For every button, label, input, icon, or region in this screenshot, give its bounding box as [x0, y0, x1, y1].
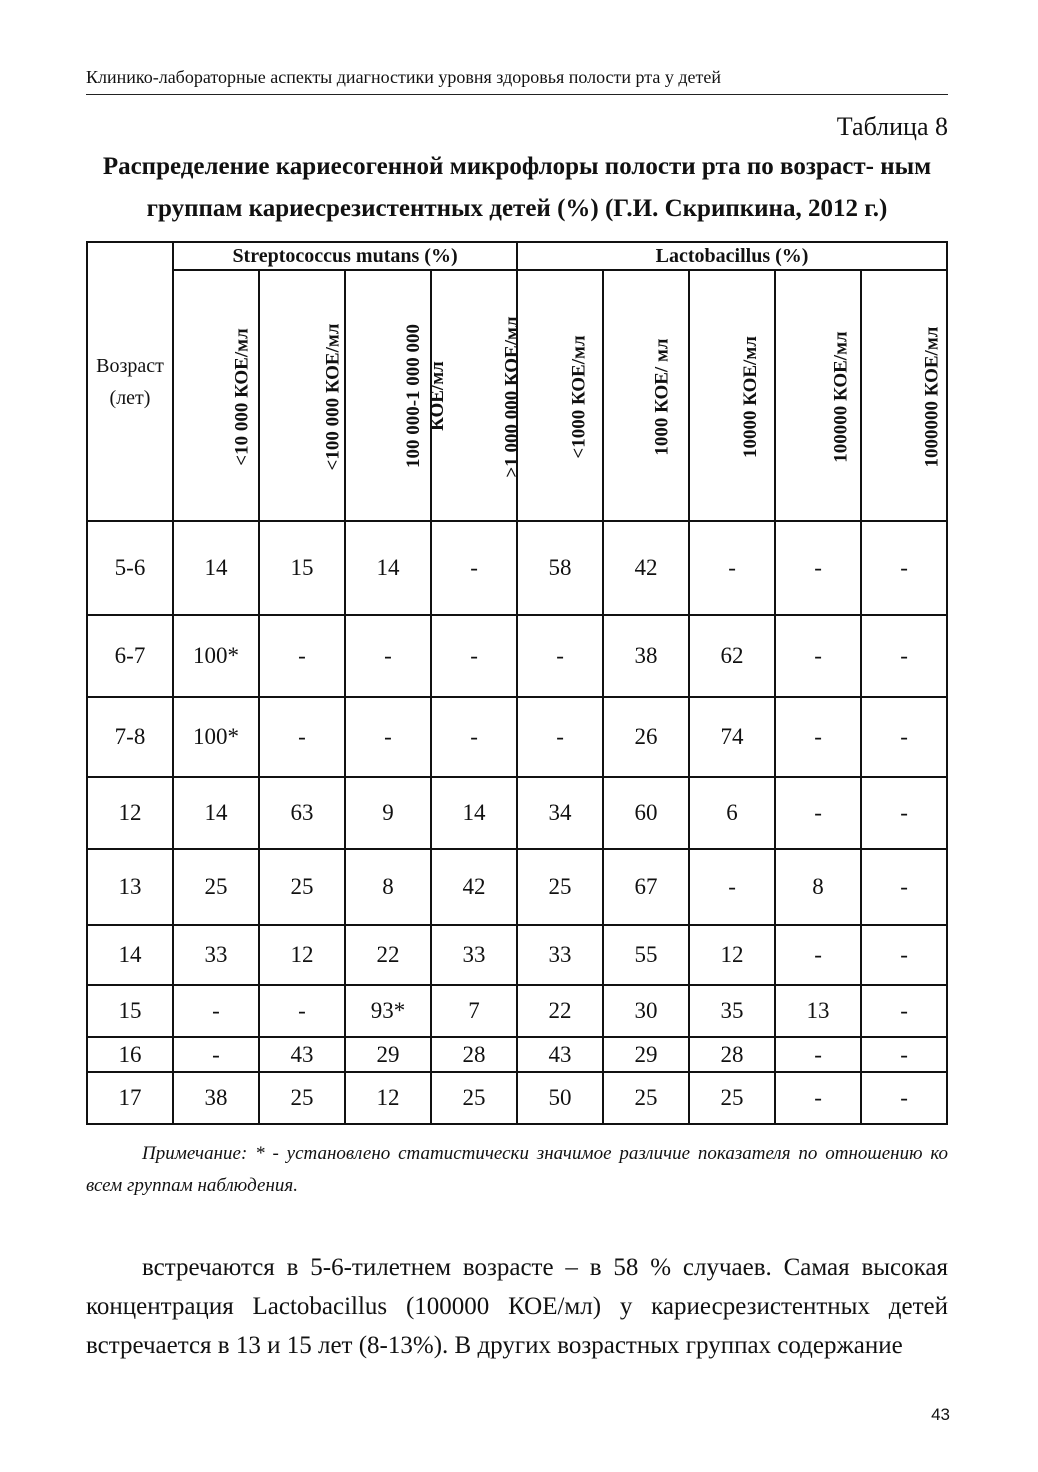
table-number: Таблица 8: [836, 112, 948, 141]
value-cell: 33: [173, 925, 259, 985]
age-cell: 16: [87, 1037, 173, 1072]
table-row: [87, 697, 947, 777]
age-cell: 15: [87, 985, 173, 1037]
value-cell: 43: [259, 1037, 345, 1072]
value-cell: -: [431, 615, 517, 697]
table-row: [87, 521, 947, 615]
value-cell: 43: [517, 1037, 603, 1072]
table-row: [87, 985, 947, 1037]
value-cell: 8: [345, 849, 431, 925]
value-cell: 29: [603, 1037, 689, 1072]
value-cell: 14: [345, 521, 431, 615]
value-cell: -: [431, 521, 517, 615]
running-header: Клинико-лабораторные аспекты диагностики уровня здоровья полости рта у детей: [86, 66, 948, 95]
value-cell: 28: [431, 1037, 517, 1072]
value-cell: -: [775, 1072, 861, 1124]
value-cell: 60: [603, 777, 689, 849]
value-cell: 12: [259, 925, 345, 985]
value-cell: -: [861, 777, 947, 849]
table-row: [87, 777, 947, 849]
value-cell: 93*: [345, 985, 431, 1037]
value-cell: -: [861, 697, 947, 777]
value-cell: 42: [603, 521, 689, 615]
value-cell: -: [689, 521, 775, 615]
group-header-row: [87, 242, 947, 270]
value-cell: 50: [517, 1072, 603, 1124]
value-cell: 25: [259, 849, 345, 925]
value-cell: 62: [689, 615, 775, 697]
value-cell: 14: [173, 777, 259, 849]
value-cell: -: [861, 615, 947, 697]
page-number: 43: [931, 1405, 950, 1424]
column-header: >1 000 000 КОЕ/мл: [431, 270, 517, 521]
value-cell: 13: [775, 985, 861, 1037]
value-cell: -: [775, 925, 861, 985]
value-cell: -: [517, 615, 603, 697]
column-header: <1000 КОЕ/мл: [517, 270, 603, 521]
column-header: 100000 КОЕ/мл: [775, 270, 861, 521]
age-header-line2: (лет): [109, 386, 151, 409]
value-cell: -: [861, 985, 947, 1037]
table-row: [87, 925, 947, 985]
value-cell: 42: [431, 849, 517, 925]
value-cell: 25: [259, 1072, 345, 1124]
value-cell: 25: [431, 1072, 517, 1124]
value-cell: 63: [259, 777, 345, 849]
value-cell: 58: [517, 521, 603, 615]
value-cell: 100*: [173, 697, 259, 777]
value-cell: 6: [689, 777, 775, 849]
value-cell: 7: [431, 985, 517, 1037]
column-header: 100 000-1 000 000 КОЕ/мл: [345, 270, 431, 521]
age-cell: 14: [87, 925, 173, 985]
table-row: [87, 849, 947, 925]
value-cell: -: [861, 1072, 947, 1124]
column-header-row: [87, 270, 947, 521]
value-cell: 26: [603, 697, 689, 777]
value-cell: -: [345, 615, 431, 697]
table-row: [87, 1037, 947, 1072]
value-cell: 55: [603, 925, 689, 985]
column-header: <100 000 КОЕ/мл: [259, 270, 345, 521]
table-row: [87, 1072, 947, 1124]
value-cell: 33: [431, 925, 517, 985]
value-cell: -: [517, 697, 603, 777]
value-cell: -: [689, 849, 775, 925]
value-cell: 38: [173, 1072, 259, 1124]
value-cell: 12: [689, 925, 775, 985]
column-header: 1000000 КОЕ/мл: [861, 270, 947, 521]
value-cell: 38: [603, 615, 689, 697]
value-cell: -: [345, 697, 431, 777]
value-cell: 14: [431, 777, 517, 849]
value-cell: -: [861, 849, 947, 925]
value-cell: 25: [603, 1072, 689, 1124]
column-header: 10000 КОЕ/мл: [689, 270, 775, 521]
age-column-header: [87, 242, 173, 521]
value-cell: -: [775, 615, 861, 697]
value-cell: -: [775, 697, 861, 777]
table-row: [87, 615, 947, 697]
value-cell: 25: [173, 849, 259, 925]
value-cell: 12: [345, 1072, 431, 1124]
value-cell: 29: [345, 1037, 431, 1072]
age-cell: 13: [87, 849, 173, 925]
value-cell: 9: [345, 777, 431, 849]
value-cell: -: [259, 615, 345, 697]
value-cell: -: [259, 985, 345, 1037]
age-cell: 12: [87, 777, 173, 849]
value-cell: -: [775, 521, 861, 615]
value-cell: 25: [689, 1072, 775, 1124]
age-cell: 7-8: [87, 697, 173, 777]
value-cell: 22: [517, 985, 603, 1037]
value-cell: -: [775, 1037, 861, 1072]
table-title: Распределение кариесогенной микрофлоры полости рта по возраст- ным группам кариесрезистентных детей (%) (Г.И. Скрипкина, 2012 г.): [102, 153, 932, 222]
value-cell: -: [861, 1037, 947, 1072]
body-paragraph: встречаются в 5-6-тилетнем возрасте – в 58 % случаев. Самая высокая концентрация Lactobacillus (100000 КОЕ/мл) у кариесрезистентных детей встречается в 13 и 15 лет (8-13%). В других возрастных группах содержание: [86, 1254, 948, 1359]
value-cell: 100*: [173, 615, 259, 697]
age-cell: 5-6: [87, 521, 173, 615]
value-cell: -: [259, 697, 345, 777]
microflora-table: [86, 241, 948, 1125]
group-streptococcus-header: Streptococcus mutans (%): [173, 242, 517, 270]
value-cell: 25: [517, 849, 603, 925]
value-cell: 8: [775, 849, 861, 925]
value-cell: -: [861, 925, 947, 985]
age-header-line1: Возраст: [96, 354, 164, 377]
value-cell: 67: [603, 849, 689, 925]
value-cell: -: [431, 697, 517, 777]
value-cell: 22: [345, 925, 431, 985]
value-cell: 28: [689, 1037, 775, 1072]
value-cell: 30: [603, 985, 689, 1037]
value-cell: 14: [173, 521, 259, 615]
value-cell: 74: [689, 697, 775, 777]
value-cell: 35: [689, 985, 775, 1037]
value-cell: -: [861, 521, 947, 615]
value-cell: 34: [517, 777, 603, 849]
table-note: Примечание: * - установлено статистически значимое различие показателя по отношению ко всем группам наблюдения.: [86, 1143, 948, 1196]
value-cell: -: [173, 985, 259, 1037]
value-cell: -: [775, 777, 861, 849]
value-cell: 15: [259, 521, 345, 615]
age-cell: 17: [87, 1072, 173, 1124]
age-cell: 6-7: [87, 615, 173, 697]
group-lactobacillus-header: Lactobacillus (%): [517, 242, 947, 270]
column-header: <10 000 КОЕ/мл: [173, 270, 259, 521]
value-cell: 33: [517, 925, 603, 985]
value-cell: -: [173, 1037, 259, 1072]
column-header: 1000 КОЕ/ мл: [603, 270, 689, 521]
